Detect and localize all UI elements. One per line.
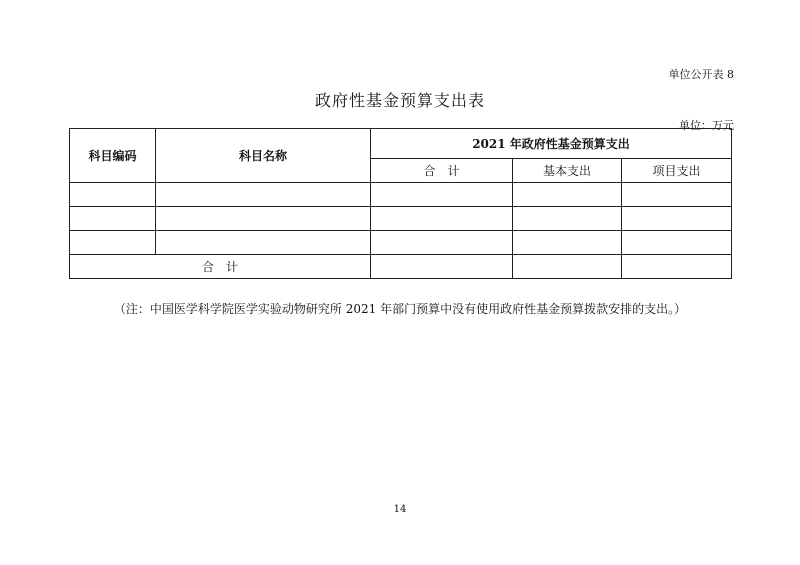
header-project-expenditure: 项目支出 (622, 159, 732, 183)
cell-code (70, 183, 156, 207)
table-row (70, 231, 732, 255)
cell-basic (513, 183, 622, 207)
cell-name (156, 207, 371, 231)
header-2021-fund-expenditure: 2021 年政府性基金预算支出 (371, 129, 732, 159)
unit-label: 单位：万元 (679, 119, 734, 132)
header-total: 合 计 (371, 159, 513, 183)
page-number: 14 (393, 504, 407, 515)
table-header-row (70, 129, 732, 159)
sum-project (622, 255, 732, 279)
cell-total (371, 231, 513, 255)
table-row (70, 183, 732, 207)
table-sum-row (70, 255, 732, 279)
page-title: 政府性基金预算支出表 (314, 91, 485, 110)
sum-basic (513, 255, 622, 279)
cell-total (371, 207, 513, 231)
sum-total (371, 255, 513, 279)
cell-name (156, 231, 371, 255)
header-basic-expenditure: 基本支出 (513, 159, 622, 183)
cell-project (622, 231, 732, 255)
sum-label: 合 计 (70, 255, 371, 279)
table-number-label: 单位公开表 8 (668, 68, 734, 81)
cell-basic (513, 231, 622, 255)
cell-name (156, 183, 371, 207)
table-row (70, 207, 732, 231)
footnote: （注：中国医学科学院医学实验动物研究所 2021 年部门预算中没有使用政府性基金预算拨款安排的支出。） (113, 302, 687, 316)
cell-code (70, 207, 156, 231)
header-subject-name: 科目名称 (156, 129, 371, 183)
cell-total (371, 183, 513, 207)
cell-project (622, 183, 732, 207)
header-subject-code: 科目编码 (70, 129, 156, 183)
cell-code (70, 231, 156, 255)
cell-basic (513, 207, 622, 231)
cell-project (622, 207, 732, 231)
budget-table (69, 128, 732, 279)
